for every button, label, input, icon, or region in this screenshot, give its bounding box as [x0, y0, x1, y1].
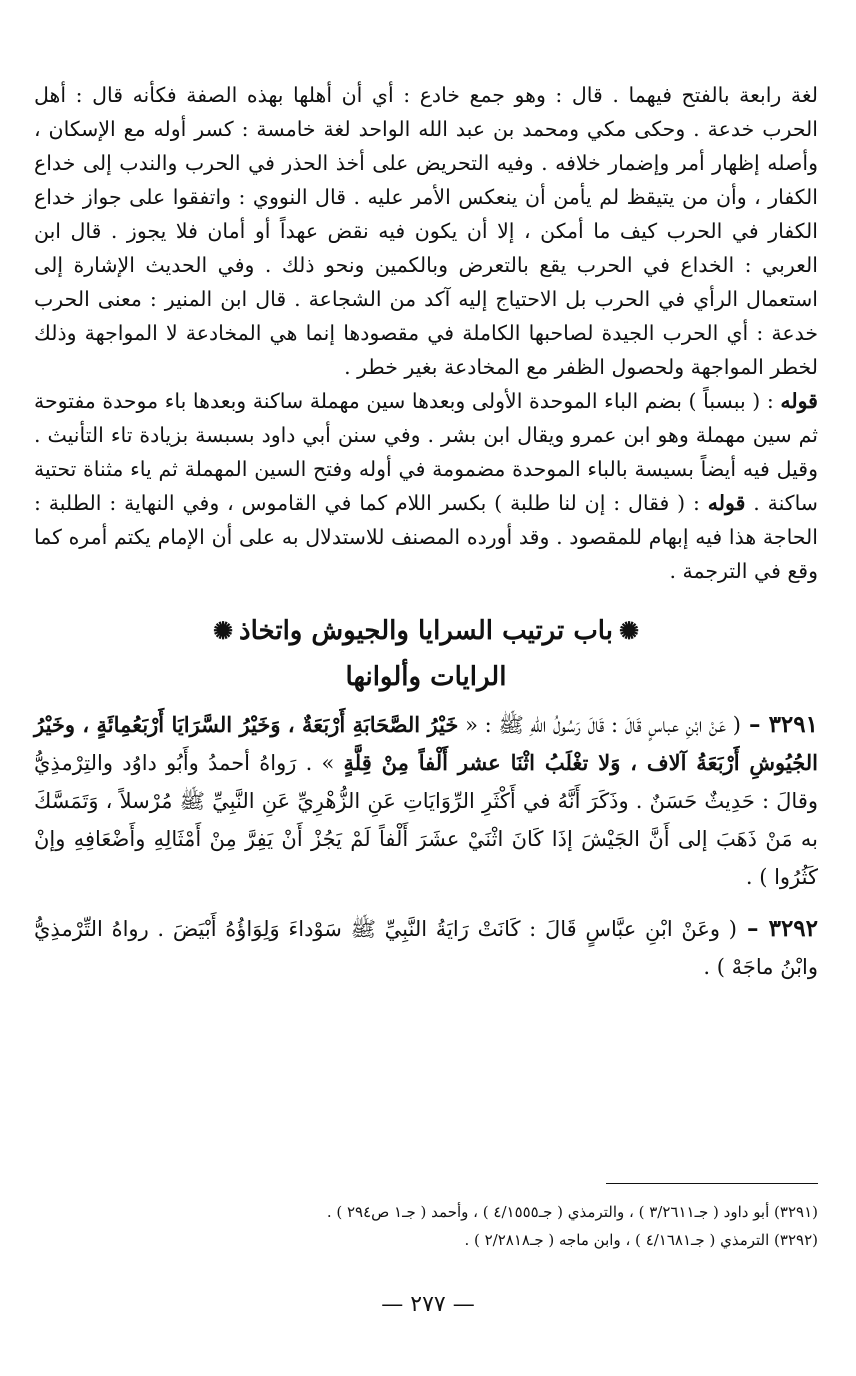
hadith-rest: » . رَواهُ أحمدُ وأَبُو داوُد والتِرْمذِيُّ وقالَ : حَدِيثٌ حَسَنٌ . وذَكَرَ أَنَّهُ في أَكْثَرِ الرِّوَايَاتِ عَنِ الزُّهْرِيِّ عَنِ النَّبِيِّ ﷺ مُرْسلاً ، وَتَمَسَّكَ به مَنْ ذَهَبَ إلى أَنَّ الجَيْشَ إذَا كَانَ اثْنَيْ عشَرَ أَلْفاً لَمْ يَجُزْ أَنْ يَفِرَّ مِنْ أَمْثَالِهِ وأَضْعَافِهِ وإنْ كَثُرُوا ) . — [34, 751, 818, 889]
hadith-quote: خَيْرُ الصَّحَابَةِ أَرْبَعَةٌ ، وَخَيْرُ السَّرَايَا أَرْبَعُمِائَةٍ ، وخَيْرُ الجُيُوشِ أَرْبَعَةُ آلاف ، وَلا تغْلَبُ اثْنَا عشر أَلْفاً مِنْ قِلَّةٍ — [34, 712, 818, 775]
footnote: (٣٢٩١) أبو داود ( جـ٣/٢٦١١ ) ، والترمذي ( جـ٤/١٥٥٥ ) ، وأحمد ( جـ١ ص٢٩٤ ) . — [326, 1203, 818, 1221]
chapter-title-1: باب ترتيب السرايا والجيوش واتخاذ — [239, 616, 613, 646]
qawluhu-label: قوله — [780, 389, 818, 413]
footnote-divider — [606, 1183, 818, 1184]
qawluhu-label-2: قوله — [707, 491, 746, 515]
chapter-heading-line-1 — [34, 608, 818, 654]
hadith-3292 — [34, 910, 818, 986]
chapter-heading — [34, 608, 818, 700]
star-ornament-icon: ✺ — [212, 616, 234, 645]
footnotes — [34, 1198, 818, 1254]
hadith-dash: – — [740, 711, 769, 738]
page-number: — ٢٧٧ — — [381, 1292, 475, 1317]
footnote: (٣٢٩٢) الترمذي ( جـ٤/١٦٨١ ) ، وابن ماجه ( جـ٢/٢٨١٨ ) . — [464, 1231, 818, 1249]
commentary-paragraph: لغة رابعة بالفتح فيهما . قال : وهو جمع خادع : أي أن أهلها بهذه الصفة فكأنه قال : أهل الحرب خدعة . وحكى مكي ومحمد بن عبد الله الواحد لغة خامسة : كسر أوله مع الإسكان ، وأصله إظهار أمر وإضمار خلافه . وفيه التحريض على أخذ الحذر في الحرب والندب إلى خداع الكفار ، وأن من يتيقظ لم يأمن أن ينعكس الأمر عليه . قال النووي : واتفقوا على جواز خداع الكفار في الحرب كيف ما أمكن ، إلا أن يكون فيه نقض عهداً أو أمان فلا يجوز . قال ابن العربي : الخداع في الحرب يقع بالتعرض وبالكمين ونحو ذلك . وفي الحديث الإشارة إلى استعمال الرأي في الحرب بل الاحتياج إليه آكد من الشجاعة . قال ابن المنير : معنى الحرب خدعة : أي الحرب الجيدة لصاحبها الكاملة في مقصودها إنما هي المخادعة لا المواجهة وذلك لخطر المواجهة ولحصول الظفر مع المخادعة بغير خطر . — [34, 83, 818, 379]
commentary-text-2: : ( فقال : إن لنا طلبة ) بكسر اللام كما في القاموس ، وفي النهاية : الطلبة : الحاجة هذا فيه إبهام للمقصود . وقد أورده المصنف للاستدلال به على أن الإمام يكتم أمره كما وقع في الترجمة . — [34, 491, 818, 583]
star-ornament-icon: ✺ — [618, 616, 640, 645]
hadith-dash: – — [736, 915, 769, 942]
commentary-section — [34, 78, 818, 588]
chapter-heading-line-2: الرايات وألوانها — [345, 662, 507, 692]
hadith-number: ٣٢٩١ — [768, 711, 818, 738]
hadith-text: ( وعَنْ ابْنِ عبَّاسٍ قَالَ : كَانَتْ رَايَةُ النَّبِيِّ ﷺ سَوْداءَ وَلِوَاؤُهُ أَبْيَضَ . رواهُ التِّرْمذِيُّ وابْنُ ماجَهْ ) . — [34, 917, 818, 979]
hadith-number: ٣٢٩٢ — [768, 915, 819, 942]
hadith-intro: ( عَنْ ابْنِ عباسٍ قَالَ : قَالَ رَسُولُ اللهِ ﷺ : « — [458, 713, 741, 737]
commentary-paragraph-2 — [34, 384, 818, 588]
hadith-3291 — [34, 706, 818, 896]
commentary-text: : ( ببسباً ) بضم الباء الموحدة الأولى وبعدها سين مهملة ساكنة وبعدها باء موحدة مفتوحة ثم سين مهملة وهو ابن عمرو ويقال ابن بشر . وفي سنن أبي داود بسبسة بزيادة تاء التأنيث . وقيل فيه أيضاً بسيسة بالباء الموحدة مضمومة في أوله وفتح السين المهملة ثم ياء مثناة تحتية ساكنة . — [34, 389, 818, 515]
